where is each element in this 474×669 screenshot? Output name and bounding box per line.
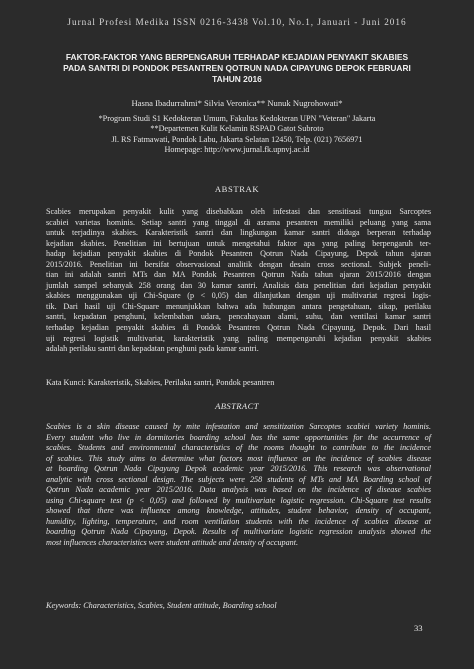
abstrak-line: hadap kejadian penyakit skabies di Pondok Pesantren Qotrun Nada Cipayung, Depok tahun ajaran [46, 249, 431, 259]
running-head: Jurnal Profesi Medika ISSN 0216-3438 Vol.10, No.1, Januari - Juni 2016 [67, 17, 407, 27]
affiliation-line: Jl. RS Fatmawati, Pondok Labu, Jakarta Selatan 12450, Telp. (021) 7656971 [111, 134, 363, 144]
abstrak-line: uji regresi logistik multivariat, karakteristik yang paling mempengaruhi kejadian penyakit skabies [46, 333, 431, 343]
abstract-line: analytic with cross sectional design. The subjects were 258 students of MTs and MA Boarding school of [46, 474, 431, 484]
abstrak-line: Scabies merupakan penyakit kulit yang disebabkan oleh infestasi dan sensitisasi tungau Sarcoptes [46, 207, 431, 216]
abstract-line: Every student who live in dormitories boarding school has the same opportunities for the occurrence of [46, 432, 431, 442]
abstract-line: using Chi-square test (p < 0,05) and followed by multivariate logistic regression. Chi-Square test results [46, 495, 431, 505]
abstract-line: Scabies is a skin disease caused by mite infestation and sensitization Sarcoptes scabiei variety hominis. [46, 422, 431, 431]
abstrak-line: terhadap kejadian penyakit skabies di Pondok Pesantren Qotrun Nada Cipayung, Depok. Dari hasil [46, 323, 431, 333]
abstrak-line: scabiei varietas hominis. Setiap santri yang tinggal di asrama pesantren memiliki peluang yang sama [46, 217, 431, 227]
title-line: TAHUN 2016 [212, 74, 262, 84]
homepage-line: Homepage: http://www.jurnal.fk.upnvj.ac.id [164, 145, 310, 155]
abstract-line: scabies. Students and environmental characteristics of the rooms thought to contribute to the incidence [46, 443, 431, 453]
affiliation-line: **Departemen Kulit Kelamin RSPAD Gatot Subroto [150, 124, 324, 134]
abstrak-line: untuk terjadinya skabies. Karakteristik santri dan lingkungan kamar santri diduga berperan terhadap [46, 228, 431, 238]
author-list: Hasna Ibadurrahmi* Silvia Veronica** Nunuk Nugrohowati* [131, 98, 343, 108]
abstract-line: at boarding Qotrun Nada Cipayung Depok academic year 2015/2016. This research was observational [46, 464, 431, 474]
abstract-body [46, 422, 431, 549]
abstrak-line: tian ini adalah santri MTs dan MA Pondok Pesantren Qotrun Nada tahun ajaran 2015/2016 dengan [46, 270, 431, 280]
affiliations [0, 114, 474, 156]
abstract-line: humidity, lighting, temperature, and room ventilation students with the incidence of scabies disease at [46, 516, 431, 526]
abstrak-line: 2015/2016. Penelitian ini bersifat observasional analitik dengan desain cross sectional. Subjek peneli- [46, 259, 431, 269]
abstract-line: boarding Qotrun Nada Cipayung, Depok. Results of multivariate logistic regression analysis showed the [46, 527, 431, 537]
abstrak-line: skabies menggunakan uji Chi-Square (p < 0,05) dan dilanjutkan dengan uji multivariat regresi logis- [46, 291, 431, 301]
abstrak-line: santri, kepadatan penghuni, kelembaban udara, pencahayaan alami, suhu, dan ventilasi kamar santri [46, 312, 431, 322]
title-line: PADA SANTRI DI PONDOK PESANTREN QOTRUN NADA CIPAYUNG DEPOK FEBRUARI [63, 63, 411, 73]
abstrak-line: kejadian skabies. Penelitian ini bertujuan untuk mengetahui faktor apa yang paling berpengaruh ter- [46, 238, 431, 248]
abstrak-heading: ABSTRAK [214, 184, 260, 194]
affiliation-line: *Program Studi S1 Kedokteran Umum, Fakultas Kedokteran UPN "Veteran" Jakarta [98, 114, 376, 123]
title-line: FAKTOR-FAKTOR YANG BERPENGARUH TERHADAP KEJADIAN PENYAKIT SKABIES [65, 52, 409, 62]
kata-kunci: Kata Kunci: Karakteristik, Skabies, Perilaku santri, Pondok pesantren [46, 378, 275, 387]
abstrak-line: tik. Dari hasil uji Chi-Square menunjukkan bahwa ada hubungan antara pengetahuan, sikap, perilaku [46, 301, 431, 311]
abstract-line: showed that there was influence among knowledge, attitudes, student behavior, density of occupant, [46, 506, 431, 516]
abstrak-line: jumlah sampel sebanyak 258 orang dan 30 kamar santri. Analisis data penelitian dari kejadian penyakit [46, 280, 431, 290]
abstrak-line: adalah perilaku santri dan kepadatan penghuni pada kamar santri. [46, 344, 259, 354]
abstract-line: most influences characteristics were student attitude and density of occupant. [46, 538, 298, 548]
abstract-line: of scabies. This study aims to determine what factors most influence on the incidence of scabies disease [46, 453, 431, 463]
abstract-heading: ABSTRACT [215, 401, 259, 411]
abstrak-body [46, 207, 431, 355]
page-number: 33 [414, 623, 423, 633]
article-title [30, 52, 444, 85]
keywords: Keywords: Characteristics, Scabies, Student attitude, Boarding school [46, 601, 277, 610]
abstract-line: Qotrun Nada academic year 2015/2016. Data analysis was based on the incidence of disease scabies [46, 485, 431, 495]
